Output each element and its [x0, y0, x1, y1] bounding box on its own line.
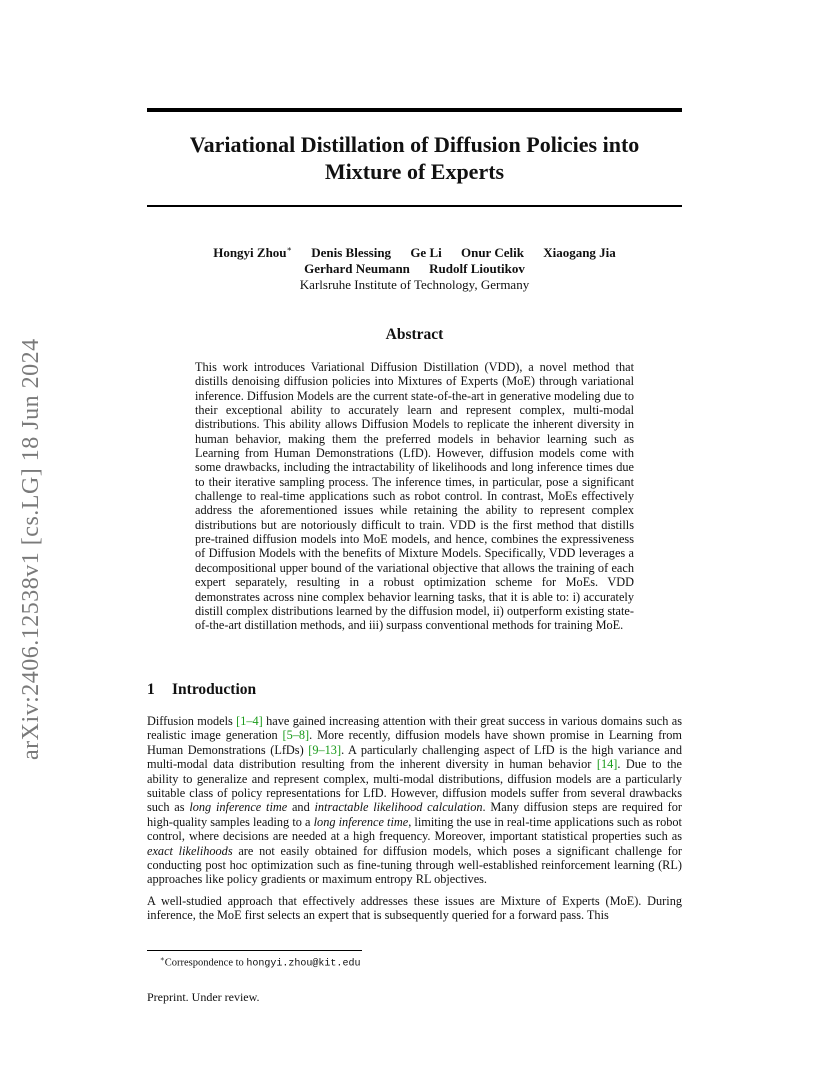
preprint-note: Preprint. Under review. — [147, 990, 260, 1004]
citation-link[interactable]: [14] — [596, 757, 618, 772]
author-name: Denis Blessing — [311, 245, 392, 261]
author-name: Xiaogang Jia — [543, 245, 616, 261]
author-name: Onur Celik — [460, 245, 524, 261]
footnote-mark: ∗ — [160, 955, 165, 963]
author-row-2 — [147, 261, 682, 277]
abstract-text: This work introduces Variational Diffusion Distillation (VDD), a novel method that distills denoising diffusion policies into Mixtures of Experts (MoE) through variational inference. Diffusion Models are the current state-of-the-art in generative modeling due to their exceptional ability to accurately learn and represent complex, multi-modal distributions. This ability allows Diffusion Models to replicate the inherent diversity in human behavior, making them the preferred models in behavior learning such as Learning from Human Demonstrations (LfD). However, diffusion models come with some drawbacks, including the intractability of likelihoods and long inference times due to their iterative sampling process. The inference times, in particular, pose a significant challenge to real-time applications such as robot control. In contrast, MoEs effectively address the aforementioned issues while retaining the ability to represent complex distributions but are notoriously difficult to train. VDD is the first method that distills pre-trained diffusion models into MoE models, and hence, combines the expressiveness of Diffusion Models with the benefits of Mixture Models. Specifically, VDD leverages a decompositional upper bound of the variational objective that allows the training of each expert separately, resulting in a robust optimization scheme for MoEs. VDD demonstrates across nine complex behavior learning tasks, that it is able to: i) accurately distill complex distributions learned by the diffusion model, ii) outperform existing state-of-the-art distillation methods, and iii) surpass conventional methods for training MoE. — [195, 360, 634, 633]
title-line-2: Mixture of Experts — [324, 159, 505, 184]
corresponding-author-mark: ∗ — [286, 245, 292, 254]
section-heading — [147, 681, 682, 699]
citation-link[interactable]: [5–8] — [282, 728, 310, 743]
intro-paragraph-2: A well-studied approach that effectively addresses these issues are Mixture of Experts (MoE). During inference, the MoE first selects an expert that is subsequently queried for a forward pass. This — [147, 893, 682, 923]
arxiv-identifier: arXiv:2406.12538v1 [cs.LG] 18 Jun 2024 — [18, 338, 44, 760]
author-name: Hongyi Zhou∗ — [213, 245, 292, 261]
citation-link[interactable]: [1–4] — [236, 714, 263, 728]
abstract-heading: Abstract — [385, 326, 444, 343]
section-title: Introduction — [172, 681, 257, 698]
author-block — [147, 242, 682, 293]
author-row-1 — [147, 242, 682, 261]
author-name: Ge Li — [410, 245, 442, 261]
introduction-body — [147, 714, 682, 930]
author-name: Gerhard Neumann — [304, 261, 410, 277]
footnote: ∗Correspondence to hongyi.zhou@kit.edu — [160, 955, 361, 970]
footnote-rule — [147, 950, 362, 951]
paper-title — [147, 131, 682, 185]
title-rule-bottom — [147, 205, 682, 207]
intro-paragraph-1: Diffusion models [1–4] have gained increasing attention with their great success in various domains such as realistic image generation [5–8]. More recently, diffusion models have shown promise in Learning from Human Demonstrations (LfDs) [9–13]. A particularly challenging aspect of LfD is the high variance and multi-modal data distribution resulting from the inherent diversity in human behavior [14]. Due to the ability to generalize and represent complex, multi-modal distributions, diffusion models are a particularly suitable class of policy representations for LfD. However, diffusion models suffer from several drawbacks such as long inference time and intractable likelihood calculation. Many diffusion steps are required for high-quality samples leading to a long inference time, limiting the use in real-time applications such as robot control, where decisions are needed at a high frequency. Moreover, important statistical properties such as exact likelihoods are not easily obtained for diffusion models, which poses a significant challenge for conducting post hoc optimization such as fine-tuning through well-established reinforcement learning (RL) approaches like policy gradients or maximum entropy RL objectives. — [147, 714, 682, 887]
title-rule-top — [147, 108, 682, 112]
email-address: hongyi.zhou@kit.edu — [246, 958, 361, 970]
affiliation: Karlsruhe Institute of Technology, Germany — [299, 277, 530, 293]
section-number: 1 — [147, 681, 155, 698]
author-name: Rudolf Lioutikov — [429, 261, 525, 277]
title-line-1: Variational Distillation of Diffusion Policies into — [189, 132, 640, 157]
citation-link[interactable]: [9–13] — [308, 742, 342, 757]
